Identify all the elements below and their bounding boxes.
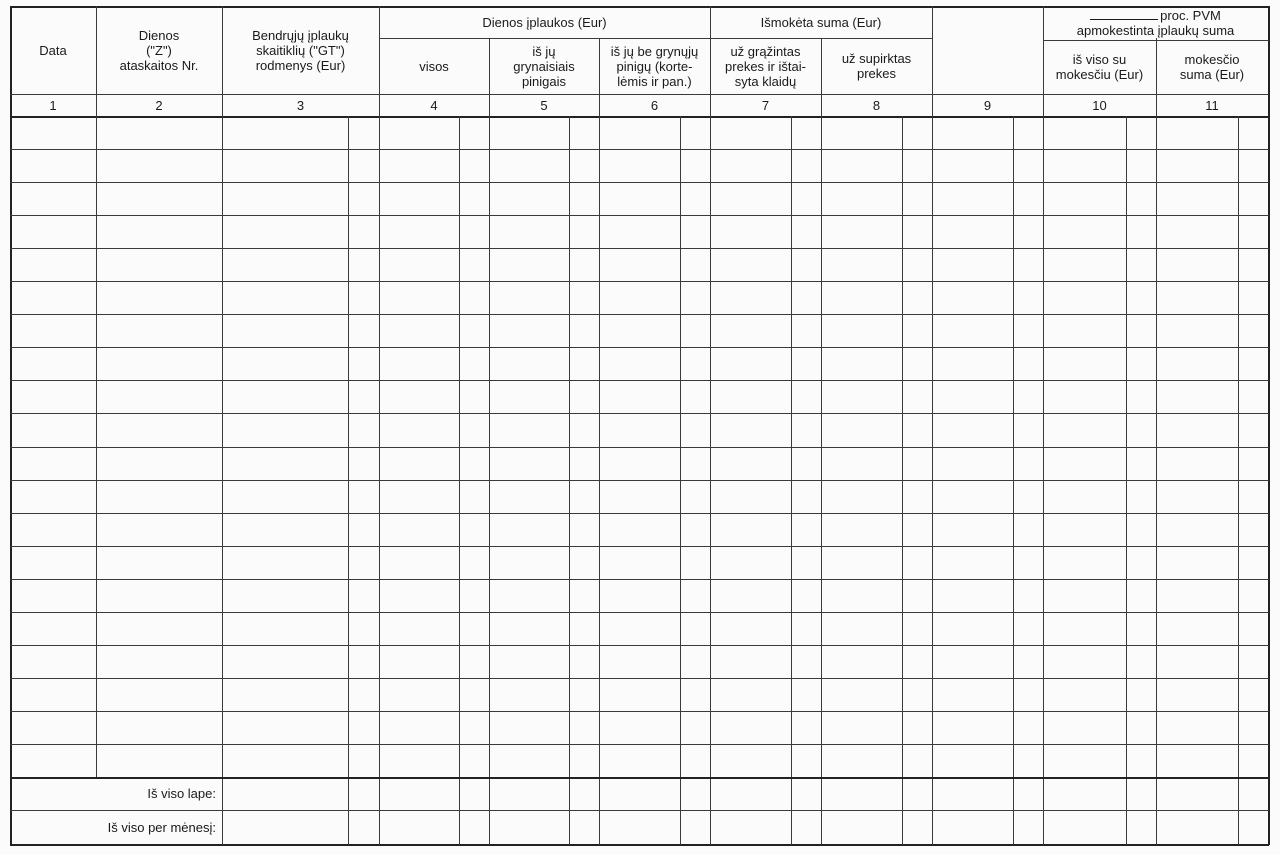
entry-cell-r20-c11[interactable]: [1157, 745, 1267, 776]
entry-cell-r5-c7[interactable]: [711, 249, 820, 280]
entry-cell-r20-c10[interactable]: [1044, 745, 1155, 776]
entry-cell-r10-c10[interactable]: [1044, 414, 1155, 445]
entry-cell-r11-c8[interactable]: [822, 448, 931, 479]
entry-cell-r9-c6[interactable]: [600, 381, 709, 412]
column-number-6: 6: [650, 97, 659, 113]
entry-cell-r3-c2[interactable]: [97, 183, 221, 214]
entry-cell-r14-c3[interactable]: [223, 547, 378, 578]
entry-cell-r5-c9[interactable]: [933, 249, 1042, 280]
entry-cell-r4-c3[interactable]: [223, 216, 378, 247]
entry-cell-r2-c10[interactable]: [1044, 150, 1155, 181]
entry-cell-r13-c1[interactable]: [11, 514, 95, 545]
entry-cell-r10-c4[interactable]: [380, 414, 488, 445]
footer-mid-line: [222, 810, 1269, 811]
entry-cell-r19-c6[interactable]: [600, 712, 709, 743]
entry-cell-r8-c1[interactable]: [11, 348, 95, 379]
pvm-rate-blank[interactable]: [1090, 8, 1158, 20]
entry-cell-r1-c2[interactable]: [97, 117, 221, 148]
entry-cell-r19-c11[interactable]: [1157, 712, 1267, 743]
entry-cell-r19-c7[interactable]: [711, 712, 820, 743]
entry-cell-r20-c3[interactable]: [223, 745, 378, 776]
entry-cell-r15-c2[interactable]: [97, 580, 221, 611]
entry-cell-r9-c10[interactable]: [1044, 381, 1155, 412]
row-line-20: [10, 777, 1269, 779]
entry-cell-r10-c5[interactable]: [490, 414, 598, 445]
entry-cell-r3-c10[interactable]: [1044, 183, 1155, 214]
entry-cell-r9-c5[interactable]: [490, 381, 598, 412]
entry-cell-r18-c9[interactable]: [933, 679, 1042, 710]
entry-cell-r18-c10[interactable]: [1044, 679, 1155, 710]
entry-cell-r15-c10[interactable]: [1044, 580, 1155, 611]
pvm-apmok-label: apmokestinta įplaukų suma: [1076, 23, 1235, 38]
entry-cell-r15-c7[interactable]: [711, 580, 820, 611]
entry-cell-r4-c7[interactable]: [711, 216, 820, 247]
entry-cell-r11-c6[interactable]: [600, 448, 709, 479]
entry-cell-r16-c11[interactable]: [1157, 613, 1267, 644]
entry-cell-r9-c9[interactable]: [933, 381, 1042, 412]
entry-cell-r1-c1[interactable]: [11, 117, 95, 148]
entry-cell-r20-c9[interactable]: [933, 745, 1042, 776]
entry-cell-r14-c5[interactable]: [490, 547, 598, 578]
column-number-9: 9: [983, 97, 992, 113]
entry-cell-r14-c1[interactable]: [11, 547, 95, 578]
entry-cell-r13-c6[interactable]: [600, 514, 709, 545]
entry-cell-r10-c3[interactable]: [223, 414, 378, 445]
entry-cell-r16-c8[interactable]: [822, 613, 931, 644]
entry-cell-r6-c1[interactable]: [11, 282, 95, 313]
header-is-viso-su-mokesciu: iš viso su mokesčiu (Eur): [1055, 52, 1144, 82]
entry-cell-r13-c4[interactable]: [380, 514, 488, 545]
entry-cell-r3-c8[interactable]: [822, 183, 931, 214]
entry-cell-r19-c3[interactable]: [223, 712, 378, 743]
entry-cell-r13-c5[interactable]: [490, 514, 598, 545]
entry-cell-r18-c8[interactable]: [822, 679, 931, 710]
header-data: Data: [39, 42, 67, 58]
entry-cell-r10-c6[interactable]: [600, 414, 709, 445]
entry-cell-r14-c6[interactable]: [600, 547, 709, 578]
header-visos: visos: [419, 58, 449, 74]
entry-cell-r1-c5[interactable]: [490, 117, 598, 148]
entry-cell-r2-c11[interactable]: [1157, 150, 1267, 181]
entry-cell-r17-c9[interactable]: [933, 646, 1042, 677]
entry-cell-r3-c3[interactable]: [223, 183, 378, 214]
entry-cell-r12-c8[interactable]: [822, 481, 931, 512]
entry-cell-r17-c8[interactable]: [822, 646, 931, 677]
entry-cell-r19-c4[interactable]: [380, 712, 488, 743]
entry-cell-r4-c6[interactable]: [600, 216, 709, 247]
entry-cell-r10-c7[interactable]: [711, 414, 820, 445]
entry-cell-r4-c11[interactable]: [1157, 216, 1267, 247]
entry-cell-r8-c5[interactable]: [490, 348, 598, 379]
entry-cell-r16-c5[interactable]: [490, 613, 598, 644]
entry-cell-r10-c8[interactable]: [822, 414, 931, 445]
entry-cell-r6-c6[interactable]: [600, 282, 709, 313]
entry-cell-r16-c2[interactable]: [97, 613, 221, 644]
entry-cell-r5-c4[interactable]: [380, 249, 488, 280]
entry-cell-r2-c1[interactable]: [11, 150, 95, 181]
entry-cell-r1-c6[interactable]: [600, 117, 709, 148]
entry-cell-r4-c8[interactable]: [822, 216, 931, 247]
entry-cell-r11-c11[interactable]: [1157, 448, 1267, 479]
entry-cell-r12-c5[interactable]: [490, 481, 598, 512]
entry-cell-r20-c2[interactable]: [97, 745, 221, 776]
column-number-10: 10: [1092, 97, 1107, 113]
entry-cell-r7-c10[interactable]: [1044, 315, 1155, 346]
entry-cell-r6-c4[interactable]: [380, 282, 488, 313]
entry-cell-r14-c7[interactable]: [711, 547, 820, 578]
header-number-top-line: [10, 94, 1269, 95]
pvm-proc-label: proc. PVM: [1160, 8, 1221, 23]
header-uz-supirktas: už supirktas prekes: [841, 51, 912, 81]
entry-cell-r16-c6[interactable]: [600, 613, 709, 644]
entry-cell-r1-c7[interactable]: [711, 117, 820, 148]
entry-cell-r13-c8[interactable]: [822, 514, 931, 545]
entry-cell-r14-c8[interactable]: [822, 547, 931, 578]
header-dienos-iplaukos: Dienos įplaukos (Eur): [482, 14, 607, 30]
entry-cell-r17-c2[interactable]: [97, 646, 221, 677]
entry-cell-r12-c3[interactable]: [223, 481, 378, 512]
entry-cell-r16-c7[interactable]: [711, 613, 820, 644]
entry-cell-r6-c11[interactable]: [1157, 282, 1267, 313]
entry-cell-r8-c10[interactable]: [1044, 348, 1155, 379]
entry-cell-r3-c5[interactable]: [490, 183, 598, 214]
entry-cell-r11-c3[interactable]: [223, 448, 378, 479]
entry-cell-r9-c2[interactable]: [97, 381, 221, 412]
entry-cell-r2-c5[interactable]: [490, 150, 598, 181]
entry-cell-r10-c2[interactable]: [97, 414, 221, 445]
entry-cell-r15-c1[interactable]: [11, 580, 95, 611]
entry-cell-r9-c8[interactable]: [822, 381, 931, 412]
entry-cell-r1-c8[interactable]: [822, 117, 931, 148]
entry-cell-r13-c9[interactable]: [933, 514, 1042, 545]
entry-cell-r12-c4[interactable]: [380, 481, 488, 512]
entry-cell-r15-c6[interactable]: [600, 580, 709, 611]
border-bottom: [10, 844, 1269, 846]
entry-cell-r19-c2[interactable]: [97, 712, 221, 743]
entry-cell-r14-c9[interactable]: [933, 547, 1042, 578]
footer-label-line: [10, 810, 223, 811]
entry-cell-r18-c4[interactable]: [380, 679, 488, 710]
entry-cell-r9-c7[interactable]: [711, 381, 820, 412]
entry-cell-r3-c6[interactable]: [600, 183, 709, 214]
footer-is-viso-per-menesi: Iš viso per mėnesį:: [107, 819, 216, 835]
entry-cell-r8-c6[interactable]: [600, 348, 709, 379]
entry-cell-r2-c8[interactable]: [822, 150, 931, 181]
column-number-8: 8: [872, 97, 881, 113]
entry-cell-r20-c8[interactable]: [822, 745, 931, 776]
entry-cell-r18-c3[interactable]: [223, 679, 378, 710]
entry-cell-r7-c7[interactable]: [711, 315, 820, 346]
entry-cell-r16-c4[interactable]: [380, 613, 488, 644]
entry-cell-r18-c2[interactable]: [97, 679, 221, 710]
entry-cell-r8-c7[interactable]: [711, 348, 820, 379]
entry-cell-r8-c3[interactable]: [223, 348, 378, 379]
entry-cell-r8-c11[interactable]: [1157, 348, 1267, 379]
entry-cell-r13-c7[interactable]: [711, 514, 820, 545]
entry-cell-r7-c1[interactable]: [11, 315, 95, 346]
column-number-1: 1: [49, 97, 57, 113]
entry-cell-r11-c7[interactable]: [711, 448, 820, 479]
entry-cell-r12-c2[interactable]: [97, 481, 221, 512]
entry-cell-r5-c2[interactable]: [97, 249, 221, 280]
entry-cell-r11-c4[interactable]: [380, 448, 488, 479]
entry-cell-r1-c11[interactable]: [1157, 117, 1267, 148]
entry-cell-r10-c11[interactable]: [1157, 414, 1267, 445]
entry-cell-r3-c7[interactable]: [711, 183, 820, 214]
entry-cell-r2-c9[interactable]: [933, 150, 1042, 181]
entry-cell-r7-c5[interactable]: [490, 315, 598, 346]
entry-cell-r9-c11[interactable]: [1157, 381, 1267, 412]
entry-cell-r1-c4[interactable]: [380, 117, 488, 148]
header-ismoketa-suma: Išmokėta suma (Eur): [760, 14, 882, 30]
entry-cell-r2-c3[interactable]: [223, 150, 378, 181]
entry-cell-r16-c3[interactable]: [223, 613, 378, 644]
entry-cell-r19-c1[interactable]: [11, 712, 95, 743]
column-number-5: 5: [540, 97, 548, 113]
entry-cell-r15-c11[interactable]: [1157, 580, 1267, 611]
entry-cell-r11-c5[interactable]: [490, 448, 598, 479]
entry-cell-r6-c7[interactable]: [711, 282, 820, 313]
entry-cell-r2-c4[interactable]: [380, 150, 488, 181]
entry-cell-r6-c8[interactable]: [822, 282, 931, 313]
entry-cell-r18-c5[interactable]: [490, 679, 598, 710]
entry-cell-r6-c5[interactable]: [490, 282, 598, 313]
entry-cell-r4-c10[interactable]: [1044, 216, 1155, 247]
entry-cell-r17-c5[interactable]: [490, 646, 598, 677]
entry-cell-r13-c11[interactable]: [1157, 514, 1267, 545]
entry-cell-r8-c8[interactable]: [822, 348, 931, 379]
entry-cell-r13-c3[interactable]: [223, 514, 378, 545]
entry-cell-r3-c9[interactable]: [933, 183, 1042, 214]
column-number-2: 2: [155, 97, 163, 113]
entry-cell-r12-c10[interactable]: [1044, 481, 1155, 512]
entry-cell-r18-c11[interactable]: [1157, 679, 1267, 710]
entry-cell-r17-c3[interactable]: [223, 646, 378, 677]
entry-cell-r17-c11[interactable]: [1157, 646, 1267, 677]
entry-cell-r2-c7[interactable]: [711, 150, 820, 181]
entry-cell-r12-c6[interactable]: [600, 481, 709, 512]
entry-cell-r15-c9[interactable]: [933, 580, 1042, 611]
entry-cell-r13-c2[interactable]: [97, 514, 221, 545]
entry-cell-r4-c5[interactable]: [490, 216, 598, 247]
entry-cell-r2-c2[interactable]: [97, 150, 221, 181]
entry-cell-r15-c3[interactable]: [223, 580, 378, 611]
entry-cell-r3-c1[interactable]: [11, 183, 95, 214]
entry-cell-r7-c2[interactable]: [97, 315, 221, 346]
entry-cell-r19-c8[interactable]: [822, 712, 931, 743]
entry-cell-r15-c8[interactable]: [822, 580, 931, 611]
entry-cell-r16-c9[interactable]: [933, 613, 1042, 644]
entry-cell-r7-c6[interactable]: [600, 315, 709, 346]
footer-is-viso-lape: Iš viso lape:: [147, 786, 216, 801]
entry-cell-r1-c10[interactable]: [1044, 117, 1155, 148]
entry-cell-r14-c4[interactable]: [380, 547, 488, 578]
column-number-7: 7: [761, 97, 770, 113]
entry-cell-r6-c10[interactable]: [1044, 282, 1155, 313]
entry-cell-r9-c3[interactable]: [223, 381, 378, 412]
entry-cell-r20-c5[interactable]: [490, 745, 598, 776]
entry-cell-r11-c2[interactable]: [97, 448, 221, 479]
daily-revenue-ledger-form: [10, 6, 1268, 844]
entry-cell-r20-c4[interactable]: [380, 745, 488, 776]
entry-cell-r17-c6[interactable]: [600, 646, 709, 677]
entry-cell-r1-c9[interactable]: [933, 117, 1042, 148]
entry-cell-r10-c9[interactable]: [933, 414, 1042, 445]
entry-cell-r5-c11[interactable]: [1157, 249, 1267, 280]
entry-cell-r11-c10[interactable]: [1044, 448, 1155, 479]
entry-cell-r8-c9[interactable]: [933, 348, 1042, 379]
entry-cell-r9-c1[interactable]: [11, 381, 95, 412]
entry-cell-r7-c11[interactable]: [1157, 315, 1267, 346]
entry-cell-r12-c11[interactable]: [1157, 481, 1267, 512]
entry-cell-r15-c5[interactable]: [490, 580, 598, 611]
column-number-4: 4: [430, 97, 438, 113]
entry-cell-r12-c9[interactable]: [933, 481, 1042, 512]
entry-cell-r20-c1[interactable]: [11, 745, 95, 776]
entry-cell-r16-c1[interactable]: [11, 613, 95, 644]
entry-cell-r14-c10[interactable]: [1044, 547, 1155, 578]
entry-cell-r13-c10[interactable]: [1044, 514, 1155, 545]
entry-cell-r17-c7[interactable]: [711, 646, 820, 677]
entry-cell-r17-c10[interactable]: [1044, 646, 1155, 677]
entry-cell-r4-c2[interactable]: [97, 216, 221, 247]
entry-cell-r17-c1[interactable]: [11, 646, 95, 677]
border-right: [1268, 6, 1270, 845]
header-be-grynuju: iš jų be grynųjų pinigų (korte- lėmis ir pan.): [610, 43, 699, 89]
entry-cell-r17-c4[interactable]: [380, 646, 488, 677]
entry-cell-r3-c11[interactable]: [1157, 183, 1267, 214]
entry-cell-r6-c9[interactable]: [933, 282, 1042, 313]
entry-cell-r5-c6[interactable]: [600, 249, 709, 280]
entry-cell-r5-c10[interactable]: [1044, 249, 1155, 280]
entry-cell-r15-c4[interactable]: [380, 580, 488, 611]
header-bendruju-gt: Bendrųjų įplaukų skaitiklių ("GT") rodmenys (Eur): [252, 27, 349, 73]
entry-cell-r18-c7[interactable]: [711, 679, 820, 710]
entry-cell-r5-c5[interactable]: [490, 249, 598, 280]
entry-cell-r8-c4[interactable]: [380, 348, 488, 379]
column-number-3: 3: [296, 97, 305, 113]
entry-cell-r7-c8[interactable]: [822, 315, 931, 346]
entry-cell-r16-c10[interactable]: [1044, 613, 1155, 644]
entry-cell-r4-c4[interactable]: [380, 216, 488, 247]
entry-cell-r20-c7[interactable]: [711, 745, 820, 776]
entry-cell-r14-c11[interactable]: [1157, 547, 1267, 578]
entry-cell-r8-c2[interactable]: [97, 348, 221, 379]
header-mokescio-suma: mokesčio suma (Eur): [1179, 52, 1245, 82]
border-top: [10, 6, 1269, 8]
entry-cell-r11-c1[interactable]: [11, 448, 95, 479]
entry-cell-r4-c1[interactable]: [11, 216, 95, 247]
entry-cell-r2-c6[interactable]: [600, 150, 709, 181]
entry-cell-r7-c3[interactable]: [223, 315, 378, 346]
entry-cell-r20-c6[interactable]: [600, 745, 709, 776]
entry-cell-r5-c1[interactable]: [11, 249, 95, 280]
entry-cell-r18-c1[interactable]: [11, 679, 95, 710]
entry-cell-r6-c3[interactable]: [223, 282, 378, 313]
entry-cell-r9-c4[interactable]: [380, 381, 488, 412]
entry-cell-r1-c3[interactable]: [223, 117, 378, 148]
header-grynaisiais: iš jų grynaisiais pinigais: [513, 43, 575, 89]
entry-cell-r18-c6[interactable]: [600, 679, 709, 710]
entry-cell-r19-c10[interactable]: [1044, 712, 1155, 743]
entry-cell-r4-c9[interactable]: [933, 216, 1042, 247]
header-sub-line: [379, 38, 933, 39]
header-pvm-top: [1043, 6, 1268, 40]
entry-cell-r10-c1[interactable]: [11, 414, 95, 445]
entry-cell-r7-c4[interactable]: [380, 315, 488, 346]
entry-cell-r12-c1[interactable]: [11, 481, 95, 512]
entry-cell-r7-c9[interactable]: [933, 315, 1042, 346]
entry-cell-r3-c4[interactable]: [380, 183, 488, 214]
entry-cell-r5-c8[interactable]: [822, 249, 931, 280]
header-dienos-z: Dienos ("Z") ataskaitos Nr.: [119, 27, 199, 73]
entry-cell-r12-c7[interactable]: [711, 481, 820, 512]
header-uz-grazintas: už grąžintas prekes ir ištai- syta klaidų: [725, 43, 806, 89]
entry-cell-r5-c3[interactable]: [223, 249, 378, 280]
column-number-11: 11: [1205, 97, 1219, 113]
entry-cell-r19-c9[interactable]: [933, 712, 1042, 743]
entry-cell-r19-c5[interactable]: [490, 712, 598, 743]
entry-cell-r14-c2[interactable]: [97, 547, 221, 578]
entry-cell-r6-c2[interactable]: [97, 282, 221, 313]
entry-cell-r11-c9[interactable]: [933, 448, 1042, 479]
